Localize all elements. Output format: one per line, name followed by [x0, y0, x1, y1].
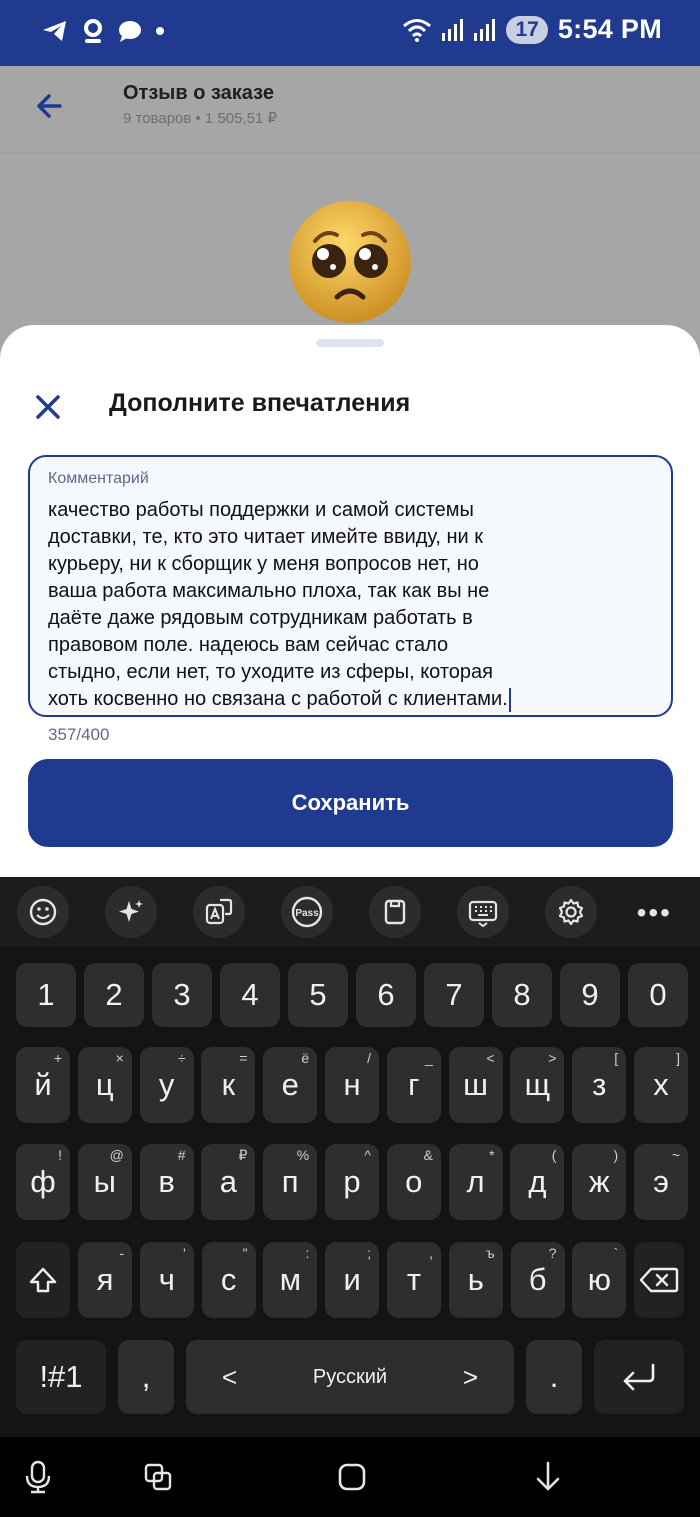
telegram-icon [42, 20, 68, 42]
keyboard [0, 947, 700, 1437]
close-icon[interactable] [28, 387, 68, 427]
wifi-icon [402, 18, 432, 42]
chat-icon [118, 20, 142, 42]
key-row2-9-label: ж [588, 1164, 610, 1199]
key-row1-9-label: з [592, 1067, 607, 1102]
space-key[interactable] [186, 1340, 514, 1414]
key-row1-3-label: к [221, 1067, 236, 1102]
key-row3-0-label: я [96, 1262, 114, 1297]
key-row1-0[interactable] [16, 1047, 70, 1123]
backspace-key[interactable] [634, 1242, 684, 1318]
key-row3-0-hint: - [119, 1245, 124, 1261]
key-row1-6-label: г [408, 1067, 420, 1102]
key-row1-8[interactable] [510, 1047, 564, 1123]
key-row3-5-label: т [406, 1262, 422, 1297]
symbols-key-label: !#1 [39, 1359, 83, 1394]
key-row3-6[interactable] [449, 1242, 503, 1318]
key-row2-2-hint: # [177, 1147, 186, 1163]
key-row1-7-label: ш [463, 1067, 489, 1102]
key-row3-0[interactable] [78, 1242, 132, 1318]
key-row3-1[interactable] [140, 1242, 194, 1318]
status-system-icons [402, 14, 662, 45]
key-row3-6-label: ь [467, 1262, 484, 1297]
key-row1-4-label: е [281, 1067, 299, 1102]
character-counter: 357/400 [48, 725, 110, 744]
key-6-label: 6 [377, 977, 395, 1012]
key-row1-8-label: щ [524, 1067, 551, 1102]
key-row1-1[interactable] [78, 1047, 132, 1123]
notification-count-badge: 17 [506, 16, 547, 44]
key-0-label: 0 [649, 977, 667, 1012]
pleading-face-emoji-icon [287, 199, 413, 325]
key-1[interactable] [16, 963, 76, 1027]
period-key[interactable] [526, 1340, 582, 1414]
key-row2-7-label: л [466, 1164, 485, 1199]
keyboard-icon[interactable] [457, 886, 509, 938]
key-row2-5[interactable] [325, 1144, 379, 1220]
key-2[interactable] [84, 963, 144, 1027]
key-row2-5-label: р [343, 1164, 361, 1199]
key-row2-6-hint: & [423, 1147, 433, 1163]
keyboard-toolbar [0, 877, 700, 947]
key-3-label: 3 [173, 977, 191, 1012]
key-row2-4-hint: % [296, 1147, 310, 1163]
key-row3-3-label: м [279, 1262, 302, 1297]
key-row1-6-hint: _ [425, 1050, 433, 1066]
comment-label: Комментарий [48, 470, 149, 487]
key-row2-1[interactable] [78, 1144, 132, 1220]
key-row2-8-label: д [528, 1164, 547, 1199]
key-row3-7-label: б [528, 1262, 547, 1297]
key-row2-9[interactable] [572, 1144, 626, 1220]
key-row2-7[interactable] [449, 1144, 503, 1220]
location-icon [82, 18, 104, 44]
key-row3-4-hint: ; [367, 1245, 372, 1261]
key-row2-9-hint: ) [613, 1147, 619, 1163]
key-row1-2[interactable] [140, 1047, 194, 1123]
key-row1-7[interactable] [449, 1047, 503, 1123]
key-row1-0-label: й [34, 1067, 52, 1102]
svg-text:Pass: Pass [295, 908, 319, 919]
key-row1-9[interactable] [572, 1047, 626, 1123]
key-row3-8-label: ю [587, 1262, 612, 1297]
key-row2-3[interactable] [201, 1144, 255, 1220]
key-row3-4-label: и [343, 1262, 361, 1297]
sheet-title: Дополните впечатления [109, 389, 411, 417]
key-7[interactable] [424, 963, 484, 1027]
key-row1-1-label: ц [95, 1067, 114, 1102]
key-row1-6[interactable] [387, 1047, 441, 1123]
key-row1-5-label: н [343, 1067, 361, 1102]
key-7-label: 7 [445, 977, 463, 1012]
sparkle-icon[interactable] [105, 886, 157, 938]
shift-key[interactable] [16, 1242, 70, 1318]
symbols-key[interactable] [16, 1340, 106, 1414]
key-row2-1-hint: @ [109, 1147, 124, 1163]
key-row3-1-hint: ' [183, 1245, 186, 1261]
key-0[interactable] [628, 963, 688, 1027]
key-row1-1-hint: × [115, 1050, 124, 1066]
status-bar [0, 0, 700, 66]
key-row2-10-hint: ~ [671, 1147, 680, 1163]
key-8[interactable] [492, 963, 552, 1027]
more-icon[interactable]: ••• [636, 897, 672, 928]
key-row2-3-hint: ₽ [238, 1147, 248, 1163]
space-arrow-left-icon: < [222, 1361, 238, 1392]
key-row2-2[interactable] [140, 1144, 194, 1220]
space-language-label: Русский [312, 1365, 388, 1388]
key-row3-8[interactable] [572, 1242, 626, 1318]
key-5-label: 5 [309, 977, 327, 1012]
home-icon[interactable] [334, 1459, 370, 1495]
key-row1-8-hint: > [548, 1050, 557, 1066]
key-row1-5-hint: / [367, 1050, 371, 1066]
status-notification-icons [42, 18, 164, 44]
page-title: Отзыв о заказе [123, 82, 274, 104]
key-row3-8-hint: ` [613, 1245, 619, 1261]
key-row1-2-hint: ÷ [177, 1050, 186, 1066]
key-row3-5[interactable] [387, 1242, 441, 1318]
arrow-left-icon[interactable] [30, 86, 70, 126]
key-row3-4[interactable] [325, 1242, 379, 1318]
navigation-bar [0, 1437, 700, 1517]
save-button[interactable]: Сохранить [28, 759, 673, 847]
shift-icon [28, 1265, 58, 1295]
key-row3-2-hint: " [242, 1245, 248, 1261]
key-row2-2-label: в [158, 1164, 175, 1199]
key-8-label: 8 [513, 977, 531, 1012]
space-arrow-right-icon: > [462, 1361, 478, 1392]
recent-apps-icon[interactable] [140, 1459, 176, 1495]
enter-key[interactable] [594, 1340, 684, 1414]
key-row1-3[interactable] [201, 1047, 255, 1123]
clipboard-icon[interactable] [369, 886, 421, 938]
key-row2-4[interactable] [263, 1144, 317, 1220]
key-row2-3-label: а [219, 1164, 238, 1199]
key-row1-10[interactable] [634, 1047, 688, 1123]
key-row1-10-hint: ] [676, 1050, 680, 1066]
key-row2-7-hint: * [489, 1147, 495, 1163]
key-row3-1-label: ч [158, 1262, 175, 1297]
key-row3-6-hint: ъ [486, 1245, 495, 1261]
pass-icon[interactable] [281, 886, 333, 938]
key-row1-2-label: у [158, 1067, 175, 1102]
key-row1-10-label: х [653, 1067, 669, 1102]
order-review-page [0, 66, 700, 366]
key-row1-9-hint: [ [614, 1050, 619, 1066]
key-row1-5[interactable] [325, 1047, 379, 1123]
page-header [0, 66, 700, 154]
dot-icon [156, 27, 164, 35]
back-nav-icon[interactable] [530, 1459, 566, 1495]
signal-icon [442, 19, 464, 41]
bottom-sheet [0, 325, 700, 877]
key-row2-6[interactable] [387, 1144, 441, 1220]
comment-input[interactable] [48, 497, 648, 713]
period-key-label: . [549, 1359, 559, 1394]
sheet-drag-handle[interactable] [316, 339, 384, 347]
key-1-label: 1 [37, 977, 55, 1012]
key-row3-7-hint: ? [548, 1245, 557, 1261]
emoji-icon[interactable] [17, 886, 69, 938]
key-9-label: 9 [581, 977, 599, 1012]
signal-icon-2 [474, 19, 496, 41]
key-4[interactable] [220, 963, 280, 1027]
key-row2-0[interactable] [16, 1144, 70, 1220]
key-row1-4[interactable] [263, 1047, 317, 1123]
key-5[interactable] [288, 963, 348, 1027]
key-row3-2-label: с [220, 1262, 237, 1297]
key-row1-3-hint: = [239, 1050, 248, 1066]
key-row3-5-hint: , [429, 1245, 433, 1261]
key-row2-1-label: ы [93, 1164, 116, 1199]
key-row2-4-label: п [281, 1164, 299, 1199]
key-row3-2[interactable] [202, 1242, 256, 1318]
comment-field[interactable] [28, 455, 673, 717]
key-row3-3-hint: : [305, 1245, 310, 1261]
key-row2-6-label: о [405, 1164, 423, 1199]
key-row2-8-hint: ( [551, 1147, 557, 1163]
comma-key[interactable] [118, 1340, 174, 1414]
mic-icon[interactable] [20, 1459, 56, 1495]
comment-text: качество работы поддержки и самой системы доставки, те, кто это читает имейте ввиду, ни к курьеру, ни к сборщик у меня вопросов нет, но ваша работа максимально плоха, так как вы не даёте даже рядовым сотрудникам работать в правовом поле. надеюсь вам сейчас стало стыдно, если нет, то уходите из сферы, которая хоть косвенно но связана с работой с клиентами. [48, 499, 508, 710]
clock: 5:54 PM [557, 14, 662, 44]
backspace-icon [639, 1266, 679, 1294]
key-row2-8[interactable] [510, 1144, 564, 1220]
key-row1-0-hint: + [53, 1050, 62, 1066]
key-9[interactable] [560, 963, 620, 1027]
key-2-label: 2 [105, 977, 123, 1012]
key-6[interactable] [356, 963, 416, 1027]
enter-icon [620, 1362, 658, 1392]
key-row2-10[interactable] [634, 1144, 688, 1220]
gear-icon[interactable] [545, 886, 597, 938]
key-row2-5-hint: ^ [364, 1147, 371, 1163]
key-row3-3[interactable] [263, 1242, 317, 1318]
translate-icon[interactable] [193, 886, 245, 938]
key-4-label: 4 [241, 977, 259, 1012]
key-row2-10-label: э [653, 1164, 669, 1199]
key-row2-0-hint: ! [58, 1147, 62, 1163]
key-3[interactable] [152, 963, 212, 1027]
key-row1-7-hint: < [486, 1050, 495, 1066]
text-caret [509, 688, 511, 712]
comma-key-label: , [141, 1359, 151, 1394]
key-row1-4-hint: ё [301, 1050, 310, 1066]
key-row3-7[interactable] [511, 1242, 565, 1318]
key-row2-0-label: ф [30, 1164, 56, 1199]
order-summary: 9 товаров • 1 505,51 ₽ [123, 110, 278, 127]
